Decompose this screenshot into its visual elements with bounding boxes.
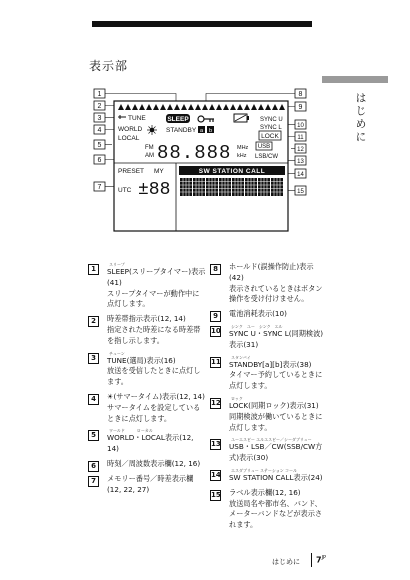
legend-item-12: 12 ロック LOCK(同期ロック)表示(31) 同期検波が働いているときに点灯します。 [211,395,323,432]
callout-14 [295,169,306,178]
callout-8 [295,89,306,98]
sync-l-indicator: SYNC L [260,125,282,131]
legend-left-column [88,262,206,499]
legend-item-1: 1 スリープ SLEEP(スリープタイマー)表示(41) スリープタイマーが動作中に点灯します。 [88,262,206,310]
legend-item-2: 2 時差帯指示表示(12, 14) 指定された時差になる時差帯を指し示します。 [88,314,206,346]
side-chapter-label: はじめに [354,92,367,144]
svg-text:SW STATION CALL: SW STATION CALL [198,168,266,175]
callout-6 [94,155,105,164]
top-rule [92,21,312,27]
khz-indicator: kHz [237,153,247,159]
am-indicator: AM [145,153,154,159]
legend-item-10: 10 シンク ユー シンク エル SYNC U・SYNC L(同期検波)表示(31) [211,323,324,349]
svg-text:11: 11 [297,135,304,141]
display-diagram [88,86,318,234]
svg-text:3: 3 [97,115,102,122]
callout-9 [295,102,306,111]
footer-chapter-label: はじめに [272,558,300,566]
frequency-digits: 88.888 [157,142,232,164]
standby-indicator: STANDBY [166,127,197,134]
svg-text:SLEEP: SLEEP [167,116,189,123]
svg-text:USB: USB [257,144,271,150]
callout-1 [94,89,105,98]
legend-item-14: 14 エスダブリュー ステーション コール SW STATION CALL表示(24) [211,467,323,482]
legend-item-13: 13 ユーエスビー エルエスビー／シーダブリュー USB・LSB／CW(SSB/CW方式)表示(30) [211,437,323,463]
legend-item-11: 11 スタンバイ STANDBY[a][b]表示(38) タイマー予約しているときに点灯します。 [211,354,323,391]
footer-rule [311,553,312,567]
legend-item-7: 7 メモリー番号／時差表示欄(12, 22, 27) [88,474,206,496]
callout-5 [94,140,105,149]
side-tab-marker [322,76,388,83]
legend-item-8: 8 ホールド(誤操作防止)表示(42) 表示されているときはボタン操作を受け付けません。 [210,262,328,305]
svg-text:2: 2 [97,103,102,110]
mhz-indicator: MHz [237,145,249,151]
callout-10 [295,120,306,129]
legend-item-3: 3 チューン TUNE(選局)表示(16) 放送を受信したときに点灯します。 [88,351,206,388]
callout-15 [295,186,306,195]
svg-text:LOCK: LOCK [261,133,279,140]
preset-indicator: PRESET [118,168,145,175]
svg-text:5: 5 [97,142,102,149]
summer-time-icon [147,125,157,135]
local-indicator: LOCAL [118,135,140,142]
svg-text:10: 10 [297,123,304,129]
legend-item-5: 5 ワールド ローカル WORLD・LOCAL表示(12, 14) [88,428,206,455]
svg-text:6: 6 [97,157,102,164]
my-indicator: MY [154,168,164,175]
legend-item-6: 6 時刻／周波数表示欄(12, 16) [88,459,206,470]
svg-text:9: 9 [298,104,303,111]
svg-text:4: 4 [97,127,102,134]
legend-item-9: 9 電池消耗表示(10) [210,309,328,320]
lsb-cw-indicator: LSB/CW [255,154,279,160]
svg-text:7: 7 [97,184,102,191]
svg-text:TUNE: TUNE [128,115,146,122]
svg-text:8: 8 [298,91,303,98]
callout-3 [94,113,105,122]
svg-text:a: a [199,128,204,134]
callout-4 [94,125,105,134]
svg-text:1: 1 [97,91,102,98]
svg-text:13: 13 [297,159,304,165]
svg-text:14: 14 [297,172,304,178]
page-number: $7^{JP}$ [316,555,327,565]
callout-2 [94,101,105,110]
sync-u-indicator: SYNC U [260,117,283,123]
world-indicator: WORLD [118,126,143,133]
legend-item-4: 4 ☀(サマータイム)表示(12, 14) サマータイムを設定しているときに点灯します。 [88,392,206,424]
memory-digits: ±88 [138,180,171,200]
section-title: 表示部 [89,59,129,73]
utc-indicator: UTC [118,187,132,194]
svg-text:12: 12 [297,147,304,153]
legend-right-column [210,262,328,535]
callout-12 [295,144,306,153]
svg-text:b: b [208,128,213,134]
svg-text:15: 15 [297,189,304,195]
legend-item-15: 15 ラベル表示欄(12, 16) 放送局名や都市名、バンド、メーターバンドなどが表示されます。 [211,487,323,530]
fm-indicator: FM [145,145,154,151]
callout-11 [295,132,306,141]
callout-13 [295,156,306,165]
callout-7 [94,182,105,191]
